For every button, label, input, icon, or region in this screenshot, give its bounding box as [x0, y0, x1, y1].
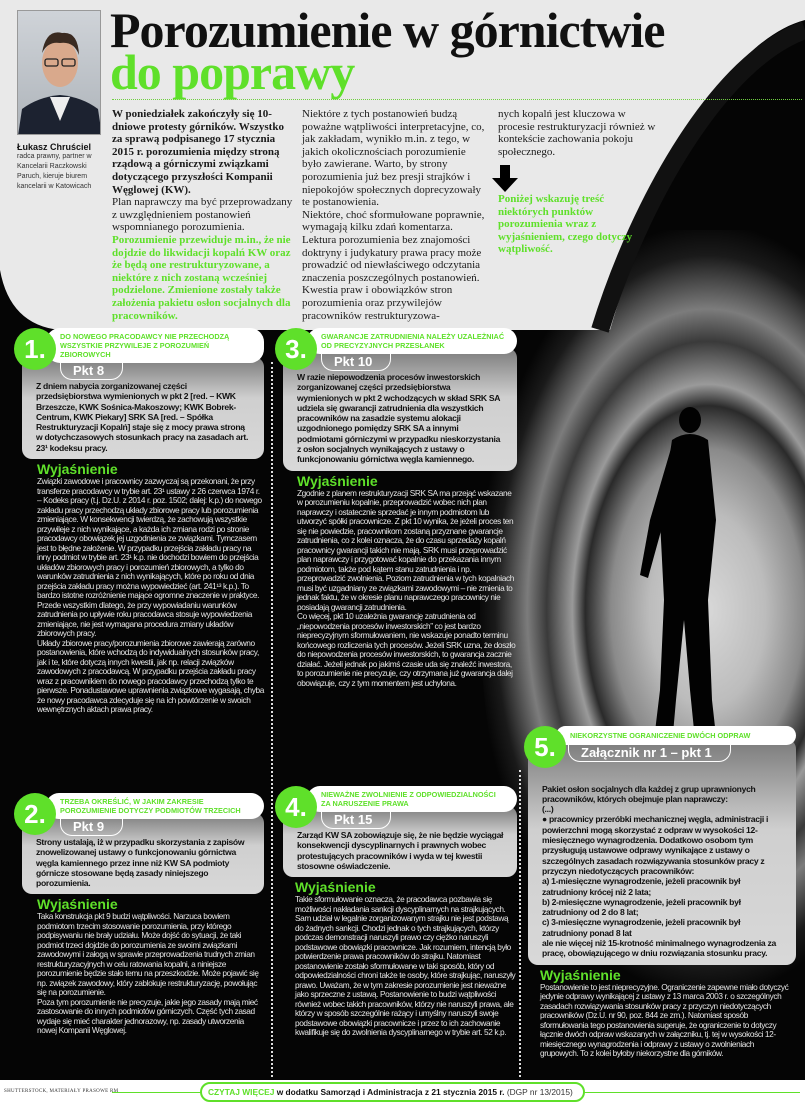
quote-box	[283, 806, 517, 877]
explanation-text: Zgodnie z planem restrukturyzacji SRK SA ma przejąć wskazane w porozumieniu kopalnie, przeprowadzić wobec nich plan naprawczy i ostatecznie sprzedać je innym podmiotom lub utworzyć spółki pracownicze. Z pkt 10 wynika, że jeżeli proces ten się nie powiedzie, pracownikom zostaną przyznane gwarancje zatrudnienia, co z kolei oznacza, że do czasu sprzedaży kopalń pracownicy gwarancji takich nie mają. SRK musi przeprowadzić plan naprawczy i przygotować kopalnie do przekazania innym podmiotom, także pod kątem stanu zatrudnienia i np. przeprowadzić zwolnienia. Poziom zatrudnienia w tych kopalniach musi być uzgadniany ze związkami zawodowymi – nie zmienia to jednak faktu, że w okresie planu naprawczego pracownicy nie posiadają gwarancji zatrudnienia. Co więcej, pkt 10 uzależnia gwarancję zatrudnienia od „niepowodzenia procesów inwestorskich” co jest bardzo nieprecyzyjnym sformułowaniem, nie wskazuje ponadto terminu końcowego rozliczenia tych procesów. Jeżeli SRK uzna, że doszło do niepowodzenia procesów inwestorskich, to gwarancja zacznie działać. Jeżeli jednak po jakimś czasie uda się znaleźć inwestora, to porozumienie nie precyzuje, czy otrzymana już gwarancja dalej obowiązuje, czy z tym momentem jest uchylona.	[297, 487, 516, 688]
point-label: Załącznik nr 1 – pkt 1	[568, 745, 731, 762]
section-heading: TRZEBA OKREŚLIĆ, W JAKIM ZAKRESIE POROZUMIENIE DOTYCZY PODMIOTÓW TRZECICH	[46, 793, 264, 819]
explanation-text: Taka konstrukcja pkt 9 budzi wątpliwości. Narzuca bowiem podmiotom trzecim stosowanie porozumienia, przy którego podpisywaniu nie brały udziału. Może dojść do sytuacji, że taki podmiot trzeci dojdzie do porozumienia ze swoimi związkami zawodowymi i załogą w sprawie przeprowadzenia trudnych zmian restrukturyzacyjnych w celu ratowania kopalni, a niniejsze porozumienie będzie stało temu na przeszkodzie. Może pojawić się np. związek zawodowy, który zablokuje restrukturyzację, powołując się na porozumienie. Poza tym porozumienie nie precyzuje, jakie jego zasady mają mieć zastosowanie do innych podmiotów górniczych. Część tych zasad wydaje się mieć charakter jednorazowy, np. zasady utworzenia nowej Kompanii Węglowej.	[37, 911, 259, 1036]
point-label: Pkt 9	[60, 819, 123, 836]
section-heading: GWARANCJE ZATRUDNIENIA NALEŻY UZALEŻNIAĆ OD PRECYZYJNYCH PRZESŁANEK	[307, 328, 517, 354]
intro-column-1	[112, 108, 296, 322]
explanation-heading: Wyjaśnienie	[297, 472, 378, 489]
point-label: Pkt 8	[60, 363, 123, 380]
intro-paragraph: Niektóre z tych postanowień budzą poważne wątpliwości interpretacyjne, co, jak zakładam, wynikło m.in. z tego, w jakich okolicznościach porozumienie było zawierane. Warto, by strony porozumienia już bez presji strajków i niepokojów społecznych doprecyzowały te postanowienia.	[302, 108, 485, 209]
quote-text: Pakiet osłon socjalnych dla każdej z grup uprawnionych pracowników, których obejmuje plan naprawczy: (...) ● pracownicy przeróbki mechanicznej węgla, administracji i powierzchni mogą skorzystać z odpraw w wysokości 12-miesięcznego wynagrodzenia. Dodatkowo osobom tym przysługują ustawowe odprawy wynikające z ustawy o szczególnych zasadach rozwiązywania stosunków pracy z przyczyn niedotyczących pracowników: a) 1-miesięczne wynagrodzenie, jeżeli pracownik był zatrudniony krócej niż 2 lata; b) 2-miesięczne wynagrodzenie, jeżeli pracownik był zatrudniony od 2 do 8 lat; c) 3-miesięczne wynagrodzenie, jeżeli pracownik był zatrudniony ponad 8 lat ale nie więcej niż 15-krotność minimalnego wynagrodzenia za pracę, obowiązującego w dniu rozwiązania stosunku pracy.	[542, 783, 776, 959]
section-number: 3.	[275, 328, 317, 370]
lead-paragraph: W poniedziałek zakończyły się 10-dniowe protesty górników. Wszystko za sprawą podpisanego 17 stycznia 2015 r. porozumienia między stroną rządową a górniczymi związkami dotyczącego przyszłości Kompanii Węglowej (KW).	[112, 108, 284, 196]
intro-column-2	[302, 108, 488, 322]
section-heading: NIEWAŻNE ZWOLNIENIE Z ODPOWIEDZIALNOŚCI ZA NARUSZENIE PRAWA	[307, 786, 517, 812]
explanation-heading: Wyjaśnienie	[37, 461, 118, 478]
quote-text: W razie niepowodzenia procesów inwestorskich zorganizowanej części przedsiębiorstwa wymienionych w pkt 2 wchodzących w skład SRK SA udziela się gwarancji zatrudnienia dla wszystkich pracowników na zasadzie systemu alokacji uzgodnionego pomiędzy SRK SA a innymi podmiotami górniczymi w przypadku nieskorzystania z osłon socjalnych wynikających z ustawy o funkcjonowaniu górnictwa węgla kamiennego.	[297, 372, 501, 465]
column-divider	[519, 770, 521, 1077]
author-info	[17, 142, 109, 192]
section-5	[524, 726, 796, 1059]
intro-highlight: Porozumienie przewiduje m.in., że nie dojdzie do likwidacji kopalń KW oraz że będą one restrukturyzowane, a niektóre z nich zostaną wcześniej podzielone. Zmienione zostały także założenia pakietu osłon socjalnych dla pracowników.	[112, 233, 291, 322]
explanation-heading: Wyjaśnienie	[37, 896, 118, 913]
photo-credit: SHUTTERSTOCK, MATERIAŁY PRASOWE RM	[4, 1089, 119, 1094]
headline-accent: do poprawy	[110, 44, 355, 100]
quote-box	[22, 813, 264, 894]
callout-text: Poniżej wskazuję treść niektórych punktów porozumienia wraz z wyjaśnieniem, czego dotyczy wątpliwość.	[498, 193, 633, 256]
read-more-text: w dodatku Samorząd i Administracja z 21 stycznia 2015 r.	[276, 1087, 505, 1097]
author-bio: radca prawny, partner w Kancelarii Raczkowski Paruch, kieruje biurem kancelarii w Katowicach	[17, 153, 92, 190]
issue-number: (DGP nr 13/2015)	[506, 1087, 573, 1097]
quote-box	[528, 739, 796, 965]
quote-text: Z dniem nabycia zorganizowanej części przedsiębiorstwa wymienionych w pkt 2 [red. – KWK Brzeszcze, KWK Sośnica-Makoszowy; KWK Bobrek-Centrum, KWK Piekary] SRK SA [red. – Spółka Restrukturyzacji Kopalń] staje się z mocy prawa stroną w dotychczasowych stosunkach pracy na zasadach art. 23¹ kodeksu pracy.	[36, 381, 249, 453]
section-header	[14, 328, 264, 363]
section-number: 2.	[14, 793, 56, 835]
section-1	[14, 328, 264, 715]
column-divider	[271, 362, 273, 1077]
section-3	[275, 328, 517, 688]
intro-paragraph: Plan naprawczy ma być przeprowadzany z uwzględnieniem postanowień wspomnianego porozumienia.	[112, 196, 293, 234]
section-2	[14, 793, 264, 1036]
section-4	[275, 786, 517, 1038]
section-heading: DO NOWEGO PRACODAWCY NIE PRZECHODZĄ WSZYSTKIE PRZYWILEJE Z POROZUMIEŃ ZBIOROWYCH	[46, 328, 264, 363]
intro-paragraph: nych kopalń jest kluczowa w procesie restrukturyzacji również w kontekście zachowania pokoju społecznego.	[498, 108, 656, 158]
quote-text: Zarząd KW SA zobowiązuje się, że nie będzie wyciągał konsekwencji dyscyplinarnych i prawnych wobec protestujących pracowników i wyda w tej kwestii stosowne oświadczenie.	[297, 830, 504, 871]
divider	[112, 99, 802, 100]
explanation-heading: Wyjaśnienie	[540, 966, 621, 983]
section-number: 4.	[275, 786, 317, 828]
author-name: Łukasz Chruściel	[17, 142, 92, 152]
section-heading: NIEKORZYSTNE OGRANICZENIE DWÓCH ODPRAW	[556, 726, 796, 745]
explanation-text: Związki zawodowe i pracownicy zazwyczaj są przekonani, że przy transferze pracodawcy w trybie art. 23¹ ustawy z 26 czerwca 1974 r. – Kodeks pracy (t.j. Dz.U. z 2014 r. poz. 1502; dalej: k.p.) do nowego zakładu pracy przechodzą układy zbiorowe pracy lub porozumienia zmieniające. W konsekwencji twierdzą, że zachowują wszystkie przywileje z nich wynikające, a każda ich zmiana rodzi po stronie pracodawcy obowiązek jej uzgodnienia ze związkami. Tymczasem jest to błędne założenie. W przypadku przejścia zakładu pracy na inny podmiot w trybie art. 23¹ k.p. nie dochodzi bowiem do przejścia układów zbiorowych pracy i porozumień zbiorowych, a tylko do warunków zatrudnienia z nich wynikających, które po roku od dnia przejścia zakładu pracy można wypowiedzieć (art. 241¹³ k.p.). To bardzo istotne rozróżnienie mające ogromne znaczenie w praktyce. Przede wszystkim dlatego, że przy wypowiadaniu warunków zatrudnienia po upływie roku pracodawca stosuje wypowiedzenia zmieniające, nie jest wymagana procedura zmiany układów zbiorowych pracy. Układy zbiorowe pracy/porozumienia zbiorowe zawierają zarówno postanowienia, które wchodzą do indywidualnych stosunków pracy, jak i te, które dotyczą innych kwestii, jak np. relacji związków zawodowych z pracodawcą. W przypadku przejścia zakładu pracy wraz z pracownikiem do nowego pracodawcy przechodzą tylko te pierwsze. Ponadustawowe uprawnienia związkowe wygasają, chyba że nowy pracodawca zdecyduje się na ich powtórzenie w swoich wewnętrznych aktach prawa pracy.	[37, 476, 264, 715]
point-label: Pkt 10	[321, 354, 391, 371]
section-number: 5.	[524, 726, 566, 768]
quote-box	[283, 348, 517, 471]
arrow-down-icon	[490, 165, 520, 193]
read-more-link[interactable]	[200, 1082, 585, 1102]
headline: Porozumienie w górnictwie	[110, 2, 665, 58]
intro-paragraph: Niektóre, choć sformułowane poprawnie, wymagają kilku zdań komentarza. Lektura porozumienia bez znajomości doktryny i judykatury prawa pracy może prowadzić od niewłaściwego odczytania znaczenia poszczególnych postanowień. Kwestia praw i obowiązków stron porozumienia oraz przywilejów pracowników restrukturyzowa-	[302, 208, 485, 322]
quote-text: Strony ustalają, iż w przypadku skorzystania z zapisów znowelizowanej ustawy o funkcjonowaniu górnictwa węgla kamiennego przez inne niż KW SA podmioty górnicze stosowane będą zasady niniejszego porozumienia.	[36, 837, 245, 889]
explanation-text: Postanowienie to jest nieprecyzyjne. Ograniczenie zapewne miało dotyczyć jedynie odprawy wynikającej z ustawy z 13 marca 2003 r. o szczególnych zasadach rozwiązywania stosunków pracy z przyczyn niedotyczących pracowników (Dz.U. nr 90, poz. 844 ze zm.). Natomiast sposób sformułowania tego postanowienia sugeruje, że ograniczenie to dotyczy łącznie dwóch odpraw wskazanych w załączniku, tj. tej w wysokości 12-miesięcznego wynagrodzenia i odprawy z ustawy o zwolnieniach grupowych. To z kolei byłoby niekorzystne dla górników.	[540, 981, 789, 1059]
point-label: Pkt 15	[321, 812, 391, 829]
explanation-text: Takie sformułowanie oznacza, że pracodawca pozbawia się możliwości nakładania sankcji dyscyplinarnych na strajkujących. Sam udział w legalnie zorganizowanym strajku nie jest podstawą do żadnych sankcji. Chodzi jednak o tych strajkujących, którzy podczas demonstracji naruszyli prawo czy ciężko naruszyli podstawowe obowiązki pracownicze. Jak rozumiem, intencją było potwierdzenie prawa pracowników do strajku. Natomiast postanowienie zostało sformułowane w taki sposób, który od odpowiedzialności chroni także te osoby, które strajkując, naruszyły prawo. Uważam, że w tym zakresie porozumienie jest nieważne jako sprzeczne z ustawą. Postanowienie to budzi wątpliwości również wobec takich pracowników, którzy nie naruszyli prawa, ale którzy w sposób szczególnie rażący i umyślny naruszyli swoje podstawowe obowiązki pracownicze i przez to ich zachowanie kwalifikuje się do zwolnienia dyscyplinarnego w trybie art. 52 k.p.	[295, 894, 516, 1038]
intro-column-3	[498, 108, 658, 158]
author-photo	[17, 10, 101, 135]
read-more-label: CZYTAJ WIĘCEJ	[208, 1087, 275, 1097]
quote-box	[22, 357, 264, 459]
explanation-heading: Wyjaśnienie	[295, 879, 376, 896]
section-number: 1.	[14, 328, 56, 370]
